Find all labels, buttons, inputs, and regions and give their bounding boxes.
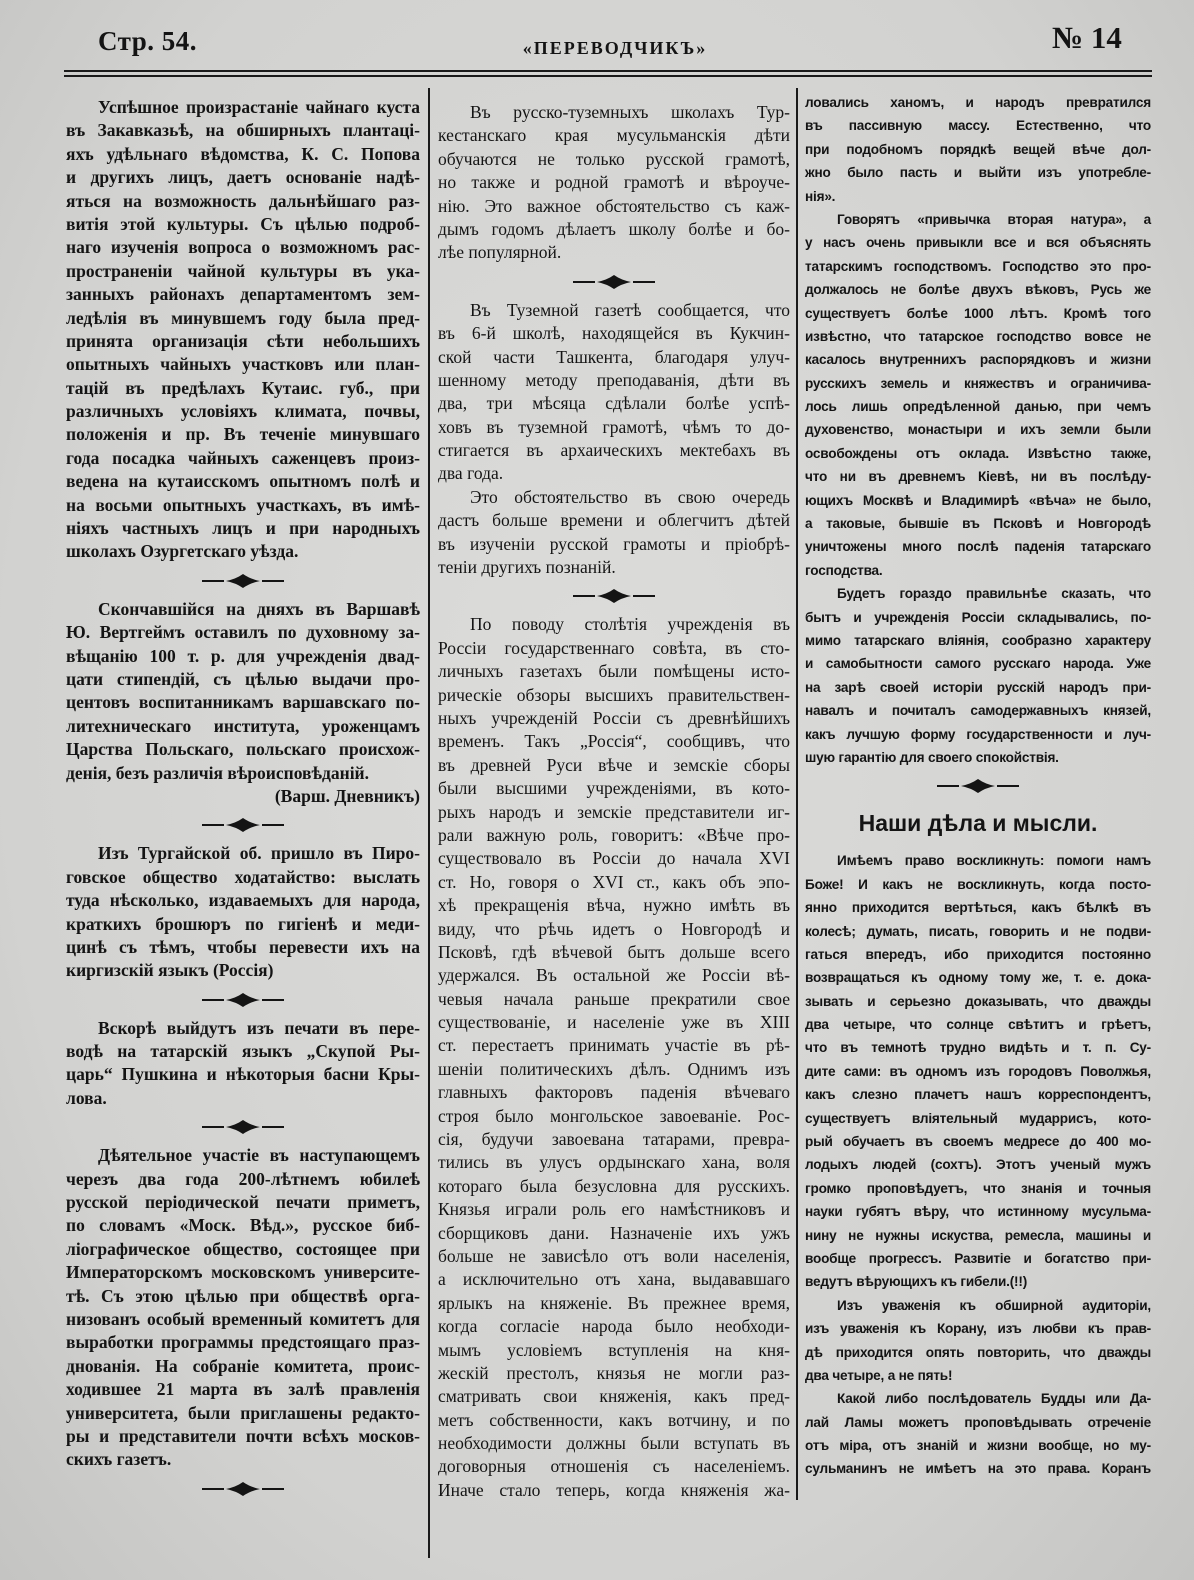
ornamental-divider-icon xyxy=(805,769,1151,803)
text-line: удержался. Въ остальной же Россіи вѣ- xyxy=(438,965,790,986)
text-line: два, три мѣсяца сдѣлали болѣе успѣ- xyxy=(438,393,790,414)
text-line: въ изученіи русской грамоты и пріобрѣ- xyxy=(438,533,790,554)
text-line: были высшими учрежденіями, въ кото- xyxy=(438,778,790,799)
article-paragraph xyxy=(805,582,1151,769)
text-line: а исключительно отъ хана, выдававшаго xyxy=(438,1269,790,1290)
text-line: занныхъ районахъ департаментомъ зем- xyxy=(66,284,420,305)
article-paragraph xyxy=(805,208,1151,582)
text-line: янно приходится вертѣться, какъ бѣлкѣ въ xyxy=(805,900,1151,916)
column-divider xyxy=(428,88,430,1558)
text-line: нія». xyxy=(805,188,836,204)
text-line: витія этой культуры. Съ цѣлью подроб- xyxy=(66,213,420,234)
header-rule xyxy=(64,70,1152,72)
text-line: дастъ больше времени и облегчитъ дѣтей xyxy=(438,510,790,531)
text-line: По поводу столѣтія учрежденія въ xyxy=(470,614,790,635)
text-line: должалось не болѣе двухъ вѣковъ, Русь же xyxy=(805,282,1151,298)
ornamental-divider-icon xyxy=(438,265,790,299)
text-line: извѣстно, что татарское господство вовсе не xyxy=(805,328,1151,344)
text-line: ры и представители почти всѣхъ москов- xyxy=(66,1425,420,1446)
text-line: больше не зависѣло отъ воли населенія, xyxy=(438,1245,790,1266)
text-line: Это обстоятельство въ свою очередь xyxy=(470,486,790,507)
text-line: ярлыкъ на княженіе. Въ прежнее время, xyxy=(438,1292,790,1313)
source-attribution: (Варш. Дневникъ) xyxy=(274,785,420,806)
text-line: ведена на кутаисскомъ опытномъ полѣ и xyxy=(66,471,420,492)
text-line: сульманинъ не имѣетъ на это права. Коранъ xyxy=(805,1461,1151,1477)
text-line: вѣщанію 100 т. р. для учрежденія двад- xyxy=(66,645,420,666)
text-line: сія, будучи завоевана татарами, превра- xyxy=(438,1129,790,1150)
text-line: и самобытности самого русскаго народа. Уже xyxy=(805,656,1151,672)
text-line: въ Закавказьѣ, на обширныхъ плантаці- xyxy=(66,120,420,141)
text-line: уничтожены много послѣ паденія татарскаго xyxy=(805,539,1151,555)
text-line: отъ міра, отъ знаній и жизни вообще, но му- xyxy=(805,1438,1151,1454)
text-line: лѣе популярной. xyxy=(438,242,562,263)
text-line: краткихъ брошюръ по гигіенѣ и меди- xyxy=(66,913,420,934)
text-line: ловались ханомъ, и народъ превратился xyxy=(805,95,1151,110)
text-line: обучаются не только русской грамотѣ, xyxy=(438,148,790,169)
text-line: ліографическое общество, состоящее при xyxy=(66,1238,420,1259)
text-line: чевыя начала раньше прекратили свое xyxy=(438,988,790,1009)
text-line: какъ слезно плачетъ нашъ корреспондентъ, xyxy=(805,1087,1151,1103)
text-line: ющихъ Москвѣ и Владимирѣ «вѣча» не было, xyxy=(805,492,1151,508)
text-line: лова. xyxy=(66,1087,107,1108)
text-line: года посадка чайныхъ саженцевъ произ- xyxy=(66,447,420,468)
text-line: при подобномъ порядкѣ вещей вѣче дол- xyxy=(805,141,1151,157)
text-line: возвращаться къ одному тому же, т. е. дока- xyxy=(805,970,1151,986)
ornamental-divider-icon xyxy=(66,1110,420,1144)
text-line: договорныя отношенія съ населеніемъ. xyxy=(438,1456,790,1477)
article-paragraph xyxy=(66,842,420,982)
text-line: изъ уваженія къ Корану, изъ любви къ прав- xyxy=(805,1321,1151,1337)
text-line: ской части Ташкента, благодаря улуч- xyxy=(438,346,790,367)
text-line: низованъ особый временный комитетъ для xyxy=(66,1308,420,1329)
text-line: дите сами: въ одномъ изъ городовъ Поволжья, xyxy=(805,1063,1151,1079)
text-line: и другихъ лицъ, даетъ основаніе надѣ- xyxy=(66,167,420,188)
text-line: различныхъ условіяхъ климата, почвы, xyxy=(66,401,420,422)
text-line: киргизскій языкъ (Россія) xyxy=(66,960,274,981)
text-line: ніяхъ частныхъ лицъ и при народныхъ xyxy=(66,518,420,539)
text-line: ныхъ учрежденій Россіи съ древнѣйшихъ xyxy=(438,707,790,728)
newspaper-title: «ПЕРЕВОДЧИКЪ» xyxy=(522,38,708,58)
text-line: вообще прогрессъ. Развитіе и богатство при- xyxy=(805,1250,1151,1266)
text-line: два года. xyxy=(438,463,504,484)
text-line: Будетъ гораздо правильнѣе сказать, что xyxy=(837,586,1151,602)
text-line: существовало въ Россіи до начала XVI xyxy=(438,848,790,869)
text-line: Ю. Вертгеймъ оставилъ по духовному за- xyxy=(66,622,420,643)
article-paragraph xyxy=(66,1017,420,1111)
text-line: Псковѣ, гдѣ вѣчевой бытъ дольше всего xyxy=(438,941,790,962)
text-line: необходимости должны были вступать въ xyxy=(438,1433,790,1454)
text-line: освобождены отъ оклада. Извѣстно также, xyxy=(805,445,1151,461)
page-number: Стр. 54. xyxy=(98,26,198,56)
text-line: науки губятъ вѣру, что истинному мусульма- xyxy=(805,1204,1151,1220)
text-line: Успѣшное произрастаніе чайнаго куста xyxy=(98,97,420,117)
text-line: тились въ улусъ ордынскаго хана, воля xyxy=(438,1152,790,1173)
text-line: русской періодической печати приметъ, xyxy=(66,1192,420,1213)
text-line: но также и родной грамотѣ и вѣроуче- xyxy=(438,172,790,193)
article-paragraph xyxy=(805,849,1151,1293)
text-line: что въ темнотѣ трудно видѣть и т. п. Су- xyxy=(805,1040,1151,1056)
text-line: Царства Польскаго, польскаго происхож- xyxy=(66,739,420,760)
ornamental-divider-icon xyxy=(66,808,420,842)
article-paragraph xyxy=(805,91,1151,208)
text-line: лодыхъ людей (сохтъ). Этотъ ученый мужъ xyxy=(805,1157,1151,1173)
text-line: ст. Но, говоря о XVI ст., какъ объ эпо- xyxy=(438,871,790,892)
text-line: школахъ Озургетскаго уѣзда. xyxy=(66,541,299,562)
text-line: яться на возможность дальнѣйшаго раз- xyxy=(66,190,420,211)
ornamental-divider-icon xyxy=(438,579,790,613)
text-line: духовенство, монастыри и ихъ земли были xyxy=(805,422,1151,438)
text-line: принята организація сѣти небольшихъ xyxy=(66,330,420,351)
text-line: туда нѣсколько, издаваемыхъ для народа, xyxy=(66,890,420,911)
section-heading: Наши дѣла и мысли. xyxy=(858,810,1098,837)
text-line: временъ. Такъ „Россія“, сообщивъ, что xyxy=(438,731,790,752)
text-line: ведутъ вѣрующихъ къ гибели.(!!) xyxy=(805,1274,1028,1290)
text-line: Въ Туземной газетѣ сообщается, что xyxy=(470,299,790,320)
header-rule xyxy=(64,75,1152,77)
text-line: бытъ и учрежденія Россіи складывались, по- xyxy=(805,609,1151,625)
text-line: виду, что рѣчь идетъ о Новгородѣ и xyxy=(438,918,790,939)
text-line: личныхъ газетахъ были помѣщены исто- xyxy=(438,661,790,682)
text-line: черезъ два года 200-лѣтнемъ юбилеѣ xyxy=(66,1168,420,1189)
text-line: университета, были приглашены редакто- xyxy=(66,1402,420,1423)
text-line: навалъ и почиталъ самодержавныхъ князей, xyxy=(805,703,1151,719)
ornamental-divider-icon xyxy=(66,564,420,598)
text-line: наго изученія вопроса о возможномъ рас- xyxy=(66,237,420,258)
text-line: шеніи политическихъ дѣлъ. Однимъ изъ xyxy=(438,1058,790,1079)
text-line: два четыре, а не пять! xyxy=(805,1367,953,1383)
text-line: царь“ Пушкина и нѣкоторыя басни Кры- xyxy=(66,1064,420,1085)
text-line: колесѣ; думать, писать, говорить и не подви- xyxy=(805,923,1151,939)
text-line: ховъ въ туземной грамотѣ, чѣмъ то до- xyxy=(438,416,790,437)
text-line: Изъ Тургайской об. пришло въ Пиро- xyxy=(98,843,420,864)
text-line: главныхъ факторовъ паденія вѣчеваго xyxy=(438,1082,790,1103)
text-line: у насъ очень привыкли все и вся объяснять xyxy=(805,235,1151,251)
text-line: положенія и пр. Въ теченіе минувшаго xyxy=(66,424,420,445)
text-line: дымъ годомъ дѣлаетъ школу болѣе и бо- xyxy=(438,218,790,239)
article-paragraph xyxy=(438,486,790,580)
text-line: ходившее 21 марта въ залѣ правленія xyxy=(66,1379,420,1400)
text-line: водѣ на татарскій языкъ „Скупой Ры- xyxy=(66,1041,420,1062)
article-paragraph xyxy=(438,101,790,265)
text-line: Дѣятельное участіе въ наступающемъ xyxy=(98,1145,420,1166)
text-line: днованія. На собраніе комитета, проис- xyxy=(66,1355,420,1376)
text-line: лай Ламы можетъ проповѣдывать отреченіе xyxy=(805,1414,1151,1430)
text-line: по словамъ «Моск. Вѣд.», русское биб- xyxy=(66,1215,420,1236)
text-line: въ 6-й школѣ, находящейся въ Кукчин- xyxy=(438,323,790,344)
text-line: котораго была безусловна для русскихъ. xyxy=(438,1175,790,1196)
ornamental-divider-icon xyxy=(66,983,420,1017)
text-line: а таковые, бывшіе въ Псковѣ и Новгородѣ xyxy=(805,516,1151,532)
text-line: тѣ. Съ этою цѣлью при обществѣ орга- xyxy=(66,1285,420,1306)
text-line: говское общество ходатайство: выслать xyxy=(66,866,420,887)
text-line: Боже! И какъ не воскликнуть, когда посто- xyxy=(805,876,1151,892)
text-line: Иначе стало теперь, когда княженія жа- xyxy=(438,1479,790,1500)
text-line: Въ русско-туземныхъ школахъ Тур- xyxy=(470,102,790,122)
text-line: шую гарантію для своего спокойствія. xyxy=(805,749,1059,765)
text-line: Вскорѣ выйдутъ изъ печати въ пере- xyxy=(98,1017,420,1038)
text-line: цати стипендій, съ цѣлью выдачи про- xyxy=(66,668,420,689)
text-line: Скончавшійся на дняхъ въ Варшавѣ xyxy=(98,598,420,619)
text-line: громко проповѣдуетъ, что знанія и точныя xyxy=(805,1180,1151,1196)
text-line: ледѣлія въ минувшемъ году была пред- xyxy=(66,307,420,328)
text-line: опытныхъ чайныхъ участковъ или план- xyxy=(66,354,420,375)
text-line: дѣ приходится опять повторить, что дважды xyxy=(805,1344,1151,1360)
text-line: сматривать свои княженія, какъ пред- xyxy=(438,1386,790,1407)
text-line: нію. Это важное обстоятельство съ каж- xyxy=(438,195,790,216)
column-2 xyxy=(438,101,790,1502)
text-line: Какой либо послѣдователь Будды или Да- xyxy=(837,1391,1151,1407)
text-line: литехническаго института, уроженцамъ xyxy=(66,715,420,736)
text-line: два четыре, что солнце свѣтитъ и грѣетъ, xyxy=(805,1017,1151,1033)
text-line: Князья играли роль его намѣстниковъ и xyxy=(438,1199,790,1220)
text-line: рый обучаетъ въ своемъ медресе до 400 мо- xyxy=(805,1134,1151,1150)
text-line: какъ лучшую форму государственности и луч- xyxy=(805,726,1151,742)
text-line: шенному методу преподаванія, дѣти въ xyxy=(438,369,790,390)
article-paragraph xyxy=(805,1294,1151,1388)
text-line: на восьми опытныхъ участкахъ, въ имѣ- xyxy=(66,494,420,515)
text-line: на зарѣ своей исторіи русскій народъ при- xyxy=(805,679,1151,695)
text-line: существуетъ болѣе 1000 лѣтъ. Кромѣ того xyxy=(805,305,1151,321)
text-line: что ни въ древнемъ Кіевѣ, ни въ послѣду- xyxy=(805,469,1151,485)
text-line: русскихъ земель и княжествъ и ограничива- xyxy=(805,375,1151,391)
text-line: татарскимъ господствомъ. Господство это про- xyxy=(805,258,1151,274)
text-line: гаться впередъ, ибо приходится постоянно xyxy=(805,946,1151,962)
text-line: рали важную роль, говоритъ: «Вѣче про- xyxy=(438,824,790,845)
text-line: скихъ газетъ. xyxy=(66,1449,172,1470)
text-line: зывать и серьезно доказывать, что дважды xyxy=(805,993,1151,1009)
text-line: хѣ прекращенія вѣча, нужно имѣть въ xyxy=(438,895,790,916)
article-paragraph xyxy=(66,96,420,564)
text-line: нину не нужны искуства, ремесла, машины и xyxy=(805,1227,1151,1243)
text-line: Говорятъ «привычка вторая натура», а xyxy=(837,211,1151,227)
text-line: лось лишь опредѣленной данью, при чемъ xyxy=(805,399,1151,415)
article-paragraph xyxy=(438,299,790,486)
text-line: денія, безъ различія вѣроисповѣданій. xyxy=(66,762,370,783)
text-line: когда согласіе народа было необходи- xyxy=(438,1316,790,1337)
issue-number: № 14 xyxy=(1052,20,1122,55)
column-divider xyxy=(796,88,798,1500)
text-line: въ древней Руси вѣче и земскіе сборы xyxy=(438,754,790,775)
text-line: выработки программы предстоящаго праз- xyxy=(66,1332,420,1353)
text-line: цинѣ съ тѣмъ, чтобы перевести ихъ на xyxy=(66,936,420,957)
text-line: Изъ уваженія къ обширной аудиторіи, xyxy=(837,1297,1151,1313)
column-3 xyxy=(805,91,1151,1481)
text-line: въ пассивную массу. Естественно, что xyxy=(805,118,1151,134)
text-line: Россіи государственнаго совѣта, въ сто- xyxy=(438,637,790,658)
text-line: метъ собственности, какъ вотчину, и по xyxy=(438,1409,790,1430)
text-line: центовъ воспитанникамъ варшавскаго по- xyxy=(66,692,420,713)
article-paragraph xyxy=(66,598,420,785)
text-line: жно было пасть и выйти изъ употребле- xyxy=(805,165,1151,181)
text-line: пространеніи чайной культуры въ ука- xyxy=(66,260,420,281)
text-line: мымъ условіемъ вступленія на кня- xyxy=(438,1339,790,1360)
text-line: теніи другихъ познаній. xyxy=(438,557,616,578)
text-line: тацій въ предѣлахъ Кутаис. губ., при xyxy=(66,377,420,398)
text-line: Императорскомъ московскомъ университе- xyxy=(66,1262,420,1283)
ornamental-divider-icon xyxy=(66,1472,420,1506)
text-line: Имѣемъ право воскликнуть: помоги намъ xyxy=(837,853,1151,869)
article-paragraph xyxy=(805,1387,1151,1481)
text-line: кестанскаго края мусульманскія дѣти xyxy=(438,125,790,146)
text-line: ст. перестаетъ принимать участіе въ рѣ- xyxy=(438,1035,790,1056)
text-line: касалось внутреннихъ распорядковъ и жизни xyxy=(805,352,1151,368)
text-line: мимо татарскаго вліянія, сообразно характеру xyxy=(805,632,1151,648)
text-line: стигается въ архаическихъ мектебахъ въ xyxy=(438,440,790,461)
text-line: рыхъ народъ и земскіе представители иг- xyxy=(438,801,790,822)
column-1 xyxy=(66,96,420,1506)
text-line: сборщиковъ дани. Назначеніе ихъ ужъ xyxy=(438,1222,790,1243)
text-line: господства. xyxy=(805,562,883,578)
text-line: рическіе обзоры высшихъ правительствен- xyxy=(438,684,790,705)
article-paragraph xyxy=(438,613,790,1502)
text-line: строя было монгольское завоеваніе. Рос- xyxy=(438,1105,790,1126)
text-line: жескій престолъ, князья не могли раз- xyxy=(438,1362,790,1383)
article-paragraph xyxy=(66,1144,420,1471)
text-line: яхъ удѣльнаго вѣдомства, К. С. Попова xyxy=(66,143,420,164)
text-line: существуетъ вліятельный мударрисъ, кото- xyxy=(805,1110,1151,1126)
text-line: существованіе, и населеніе уже въ XIII xyxy=(438,1012,790,1033)
